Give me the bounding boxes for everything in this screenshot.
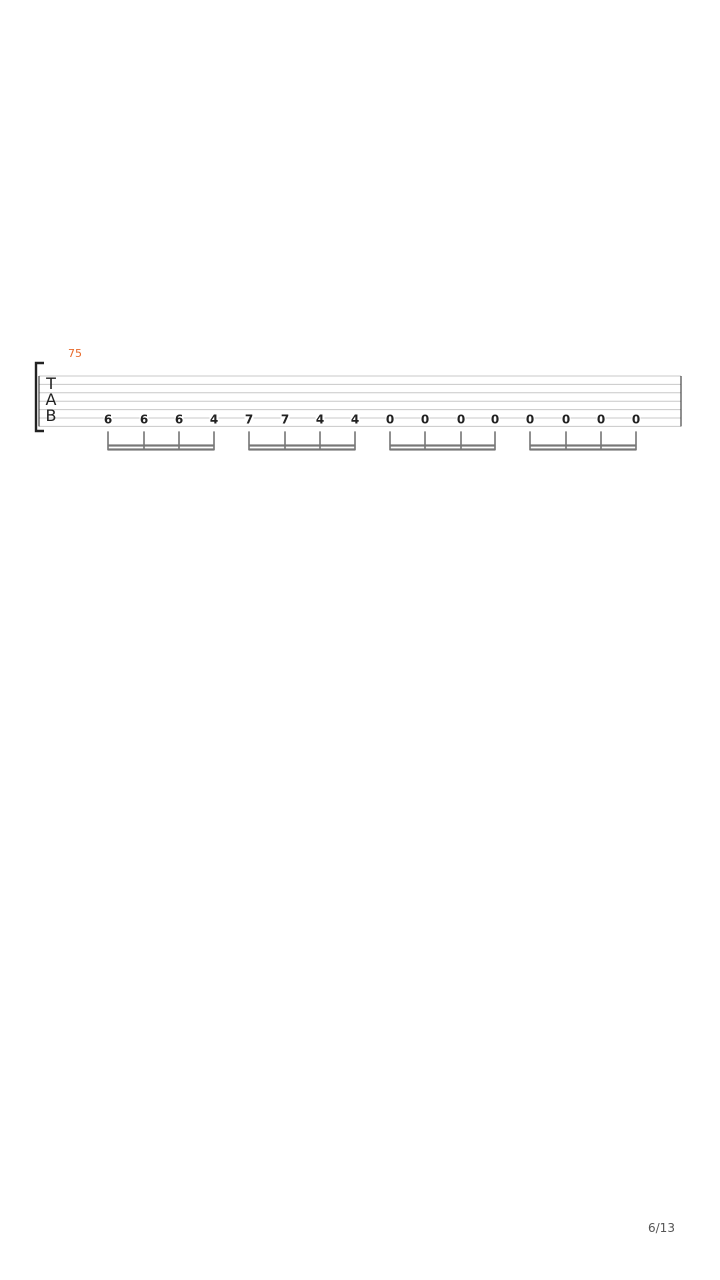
page-number: 6/13 <box>648 1221 675 1235</box>
fret-number: 0 <box>385 412 395 427</box>
fret-number: 7 <box>244 412 254 427</box>
sixteenth-beam <box>249 444 355 446</box>
fret-number: 0 <box>631 412 641 427</box>
fret-number: 4 <box>315 412 325 427</box>
fret-number: 0 <box>490 412 500 427</box>
fret-number: 0 <box>456 412 466 427</box>
fret-number: 6 <box>174 412 184 427</box>
tab-letter-t: T <box>46 374 56 393</box>
sixteenth-beam <box>108 448 214 450</box>
fret-number: 0 <box>525 412 535 427</box>
fret-number: 4 <box>350 412 360 427</box>
sixteenth-beam <box>249 448 355 450</box>
sixteenth-beam <box>530 448 636 450</box>
sixteenth-beam <box>530 444 636 446</box>
sixteenth-beam <box>390 444 495 446</box>
fret-number: 6 <box>103 412 113 427</box>
fret-number: 0 <box>420 412 430 427</box>
sixteenth-beam <box>108 444 214 446</box>
tab-letter-b: B <box>45 406 57 425</box>
tab-letter-a: A <box>45 390 57 409</box>
system-bracket <box>36 363 44 431</box>
fret-number: 7 <box>280 412 290 427</box>
fret-number: 4 <box>209 412 219 427</box>
fret-number: 6 <box>139 412 149 427</box>
sixteenth-beam <box>390 448 495 450</box>
measure-number: 75 <box>68 347 82 360</box>
fret-number: 0 <box>561 412 571 427</box>
fret-number: 0 <box>596 412 606 427</box>
